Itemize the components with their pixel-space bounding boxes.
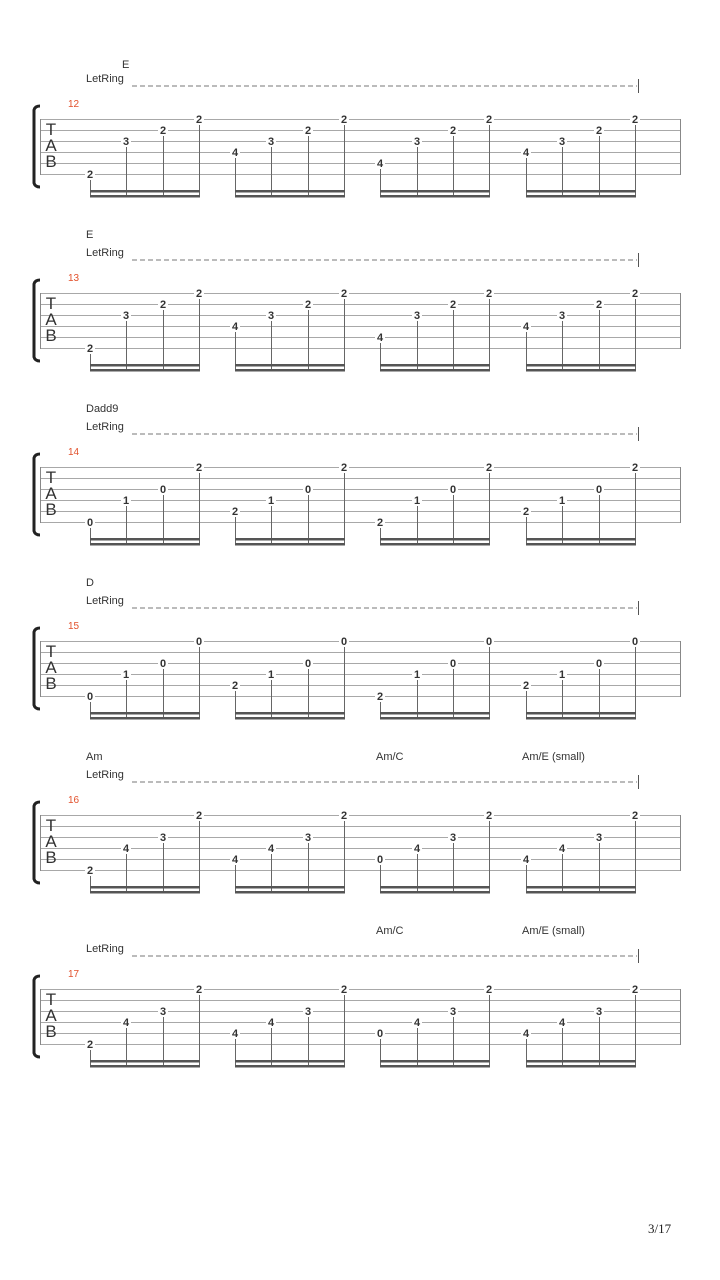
fret-number: 2 [485,810,493,822]
fret-number: 2 [159,125,167,137]
chord-name: E [86,229,94,241]
fret-number: 0 [595,658,603,670]
fret-number: 2 [485,984,493,996]
note-beam [526,543,636,546]
measure-number: 14 [68,447,80,458]
tab-clef-letter: A [45,832,57,851]
fret-number: 2 [522,680,530,692]
fret-number: 4 [522,1028,530,1040]
fret-number: 0 [159,484,167,496]
fret-number: 2 [485,288,493,300]
note-beam [235,1060,345,1063]
let-ring-label: LetRing [86,73,124,85]
tab-clef-letter: T [45,294,57,313]
note-beam [90,543,200,546]
tab-clef-letter: A [45,658,57,677]
fret-number: 2 [449,125,457,137]
fret-number: 2 [231,506,239,518]
tab-clef-letter: T [45,120,57,139]
fret-number: 4 [558,843,566,855]
fret-number: 2 [195,462,203,474]
fret-number: 2 [595,299,603,311]
note-beam [380,538,490,541]
note-beam [235,195,345,198]
fret-number: 3 [267,136,275,148]
fret-number: 0 [376,1028,384,1040]
note-beam [526,712,636,715]
fret-number: 4 [231,321,239,333]
fret-number: 2 [376,517,384,529]
note-beam [235,543,345,546]
fret-number: 2 [340,810,348,822]
fret-number: 4 [122,1017,130,1029]
tab-clef-letter: T [45,816,57,835]
fret-number: 4 [267,1017,275,1029]
fret-number: 3 [558,310,566,322]
fret-number: 2 [595,125,603,137]
fret-number: 0 [449,658,457,670]
note-beam [380,886,490,889]
system-bracket [34,976,40,1057]
chord-name: Am [86,751,103,763]
tab-clef-letter: B [45,152,57,171]
page-number: 3/17 [648,1221,672,1236]
note-beam [235,717,345,720]
chord-name: E [122,59,130,71]
fret-number: 2 [340,114,348,126]
fret-number: 2 [631,462,639,474]
fret-number: 4 [376,332,384,344]
fret-number: 1 [267,495,275,507]
note-beam [526,369,636,372]
fret-number: 4 [522,321,530,333]
fret-number: 0 [376,854,384,866]
fret-number: 2 [340,288,348,300]
fret-number: 4 [231,1028,239,1040]
let-ring-label: LetRing [86,769,124,781]
fret-number: 3 [558,136,566,148]
note-beam [90,1065,200,1068]
note-beam [90,886,200,889]
fret-number: 3 [449,1006,457,1018]
measure-number: 15 [68,621,80,632]
fret-number: 4 [122,843,130,855]
fret-number: 1 [413,495,421,507]
fret-number: 3 [304,832,312,844]
fret-number: 2 [631,288,639,300]
fret-number: 3 [159,832,167,844]
tab-clef-letter: B [45,674,57,693]
fret-number: 2 [631,810,639,822]
note-beam [90,190,200,193]
chord-name: D [86,577,94,589]
tab-clef-letter: T [45,642,57,661]
fret-number: 1 [267,669,275,681]
system-bracket [34,802,40,883]
fret-number: 3 [413,310,421,322]
fret-number: 3 [122,136,130,148]
fret-number: 2 [195,114,203,126]
note-beam [235,1065,345,1068]
fret-number: 2 [195,288,203,300]
note-beam [526,1065,636,1068]
fret-number: 1 [558,495,566,507]
tab-clef-letter: B [45,1022,57,1041]
measure-number: 17 [68,969,80,980]
fret-number: 2 [195,984,203,996]
note-beam [90,538,200,541]
note-beam [235,886,345,889]
chord-name: Am/E (small) [522,925,585,937]
note-beam [235,364,345,367]
note-beam [526,364,636,367]
fret-number: 2 [86,343,94,355]
fret-number: 4 [413,843,421,855]
fret-number: 2 [304,125,312,137]
fret-number: 2 [86,169,94,181]
fret-number: 3 [304,1006,312,1018]
note-beam [380,364,490,367]
fret-number: 2 [522,506,530,518]
fret-number: 2 [340,984,348,996]
fret-number: 4 [231,147,239,159]
fret-number: 4 [413,1017,421,1029]
fret-number: 0 [631,636,639,648]
let-ring-label: LetRing [86,595,124,607]
note-beam [380,717,490,720]
fret-number: 2 [376,691,384,703]
tab-clef-letter: B [45,326,57,345]
let-ring-label: LetRing [86,943,124,955]
fret-number: 3 [595,1006,603,1018]
note-beam [90,1060,200,1063]
fret-number: 0 [304,658,312,670]
note-beam [90,717,200,720]
note-beam [526,195,636,198]
fret-number: 0 [485,636,493,648]
note-beam [526,538,636,541]
note-beam [90,369,200,372]
note-beam [235,369,345,372]
note-beam [526,1060,636,1063]
system-bracket [34,454,40,535]
note-beam [90,891,200,894]
fret-number: 4 [376,158,384,170]
fret-number: 3 [267,310,275,322]
note-beam [235,891,345,894]
note-beam [380,891,490,894]
fret-number: 4 [267,843,275,855]
fret-number: 0 [340,636,348,648]
fret-number: 2 [195,810,203,822]
system-bracket [34,280,40,361]
fret-number: 4 [522,147,530,159]
fret-number: 4 [558,1017,566,1029]
note-beam [380,1065,490,1068]
fret-number: 2 [304,299,312,311]
fret-number: 2 [631,984,639,996]
note-beam [526,886,636,889]
fret-number: 2 [485,462,493,474]
note-beam [380,1060,490,1063]
fret-number: 2 [86,1039,94,1051]
note-beam [380,712,490,715]
fret-number: 2 [159,299,167,311]
fret-number: 3 [595,832,603,844]
fret-number: 3 [122,310,130,322]
tab-clef-letter: A [45,1006,57,1025]
note-beam [526,190,636,193]
fret-number: 2 [449,299,457,311]
fret-number: 0 [449,484,457,496]
note-beam [380,543,490,546]
let-ring-label: LetRing [86,421,124,433]
tab-clef-letter: A [45,310,57,329]
tab-clef-letter: T [45,990,57,1009]
fret-number: 1 [558,669,566,681]
note-beam [90,712,200,715]
fret-number: 0 [86,517,94,529]
note-beam [380,195,490,198]
chord-name: Am/C [376,925,404,937]
note-beam [380,369,490,372]
fret-number: 0 [159,658,167,670]
tab-clef-letter: B [45,848,57,867]
fret-number: 0 [595,484,603,496]
tab-clef-letter: A [45,484,57,503]
chord-name: Dadd9 [86,403,119,415]
fret-number: 2 [485,114,493,126]
fret-number: 0 [304,484,312,496]
chord-name: Am/E (small) [522,751,585,763]
tab-clef-letter: T [45,468,57,487]
note-beam [235,538,345,541]
note-beam [90,364,200,367]
note-beam [526,891,636,894]
note-beam [235,190,345,193]
fret-number: 2 [631,114,639,126]
fret-number: 1 [413,669,421,681]
fret-number: 1 [122,669,130,681]
fret-number: 3 [449,832,457,844]
note-beam [90,195,200,198]
tab-clef-letter: B [45,500,57,519]
fret-number: 2 [86,865,94,877]
system-bracket [34,106,40,187]
fret-number: 3 [413,136,421,148]
note-beam [380,190,490,193]
fret-number: 0 [86,691,94,703]
measure-number: 16 [68,795,80,806]
fret-number: 0 [195,636,203,648]
system-bracket [34,628,40,709]
fret-number: 4 [522,854,530,866]
note-beam [526,717,636,720]
fret-number: 4 [231,854,239,866]
fret-number: 3 [159,1006,167,1018]
measure-number: 12 [68,99,80,110]
tab-clef-letter: A [45,136,57,155]
fret-number: 1 [122,495,130,507]
fret-number: 2 [231,680,239,692]
note-beam [235,712,345,715]
measure-number: 13 [68,273,80,284]
fret-number: 2 [340,462,348,474]
let-ring-label: LetRing [86,247,124,259]
chord-name: Am/C [376,751,404,763]
